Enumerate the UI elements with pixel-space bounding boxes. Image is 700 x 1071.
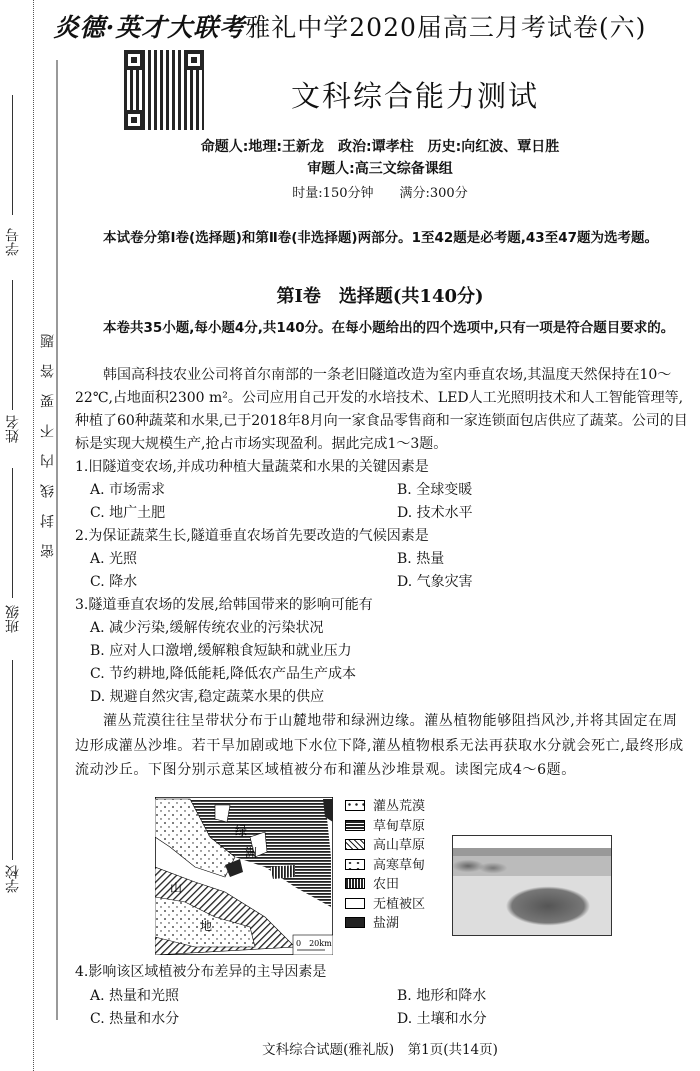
q4-option-c[interactable]: C. 热量和水分	[90, 1011, 180, 1027]
map-region-farmland	[270, 865, 295, 879]
class-label: 班级	[5, 605, 21, 633]
legend-item: 盐湖	[345, 914, 425, 934]
question-3: 3.隧道垂直农场的发展,给韩国带来的影响可能有	[75, 597, 373, 613]
passage-2: 灌丛荒漠往往呈带状分布于山麓地带和绿洲边缘。灌丛植物能够阻挡风沙,并将其固定在周边形成灌丛沙堆。若干旱加剧或地下水位下降,灌丛植物根系无法再获取水分就会死亡,最终形成流动沙丘。下图分别示意某区域植被分布和灌丛沙堆景观。读图完成4～6题。	[75, 713, 684, 778]
q2-option-a[interactable]: A. 光照	[90, 551, 138, 567]
brand-logo-text: 炎德·英才大联考	[53, 13, 246, 42]
q2-option-d[interactable]: D. 气象灾害	[397, 574, 473, 590]
passage-1: 韩国高科技农业公司将首尔南部的一条老旧隧道改造为室内垂直农场,其温度天然保持在10～22℃,占地面积2300 m²。公司应用自己开发的水培技术、LED人工光照明技术和人工智能管理等,种植了60种蔬菜和水果,已于2018年8月向一家食品零售商和一家连锁面包店供应了蔬菜。公司的目标是实现大规模生产,抢占市场实现盈利。据此完成1～3题。	[75, 367, 688, 452]
legend-item: 农田	[345, 875, 425, 895]
name-field[interactable]	[12, 468, 13, 598]
shrub-dune-photo	[452, 835, 612, 936]
name-label: 姓名	[5, 415, 21, 443]
binding-dotted-line	[33, 0, 34, 1071]
student-id-field[interactable]	[12, 280, 13, 410]
map-label-di: 地	[200, 919, 213, 933]
q4-option-b[interactable]: B. 地形和降水	[397, 988, 487, 1004]
question-4: 4.影响该区域植被分布差异的主导因素是	[75, 964, 327, 980]
section-note: 本卷共35小题,每小题4分,共140分。在每小题给出的四个选项中,只有一项是符合题目要求的。	[103, 320, 675, 336]
legend-item: 高寒草甸	[345, 856, 425, 876]
q3-option-b[interactable]: B. 应对人口激增,缓解粮食短缺和就业压力	[90, 643, 352, 659]
intro: 本试卷分第Ⅰ卷(选择题)和第Ⅱ卷(非选择题)两部分。1至42题是必考题,43至47题为选考题。	[103, 230, 658, 246]
legend-item: 高山草原	[345, 836, 425, 856]
question-1: 1.旧隧道变农场,并成功种植大量蔬菜和水果的关键因素是	[75, 459, 429, 475]
map-legend	[345, 797, 425, 934]
question-2: 2.为保证蔬菜生长,隧道垂直农场首先要改造的气候因素是	[75, 528, 429, 544]
map-label-shan: 山	[170, 881, 183, 895]
paper-title: 文科综合能力测试	[290, 79, 539, 113]
legend-item: 无植被区	[345, 895, 425, 915]
map-label-zhou: 洲	[245, 846, 258, 860]
underline	[12, 95, 13, 215]
student-id-label: 学号	[5, 228, 21, 256]
q1-option-a[interactable]: A. 市场需求	[90, 482, 166, 498]
q2-option-c[interactable]: C. 降水	[90, 574, 138, 590]
exam-name: 雅礼中学2020届高三月考试卷(六)	[245, 13, 647, 42]
class-field[interactable]	[12, 660, 13, 860]
q4-option-a[interactable]: A. 热量和光照	[90, 988, 180, 1004]
q3-option-c[interactable]: C. 节约耕地,降低能耗,降低农产品生产成本	[90, 666, 357, 682]
q1-option-b[interactable]: B. 全球变暖	[397, 482, 473, 498]
page-footer: 文科综合试题(雅礼版) 第1页(共14页)	[262, 1042, 498, 1058]
map-scale: 0 20km	[296, 939, 332, 948]
authors: 命题人:地理:王新龙 政治:谭孝柱 历史:向红波、覃日胜	[200, 139, 560, 155]
reviewers: 审题人:高三文综备课组	[307, 161, 453, 177]
legend-item: 草甸草原	[345, 817, 425, 837]
seal-notice: 密封线内不要答题	[40, 318, 56, 558]
q1-option-c[interactable]: C. 地广土肥	[90, 505, 166, 521]
time-limit: 时量:150分钟	[292, 186, 374, 201]
exam-header	[0, 8, 700, 44]
map-label-lv: 绿	[235, 824, 248, 838]
q4-option-d[interactable]: D. 土壤和水分	[397, 1011, 487, 1027]
vegetation-map	[155, 797, 333, 955]
school-label: 学校	[5, 865, 21, 893]
full-score: 满分:300分	[399, 186, 468, 201]
legend-item: 灌丛荒漠	[345, 797, 425, 817]
q3-option-a[interactable]: A. 减少污染,缓解传统农业的污染状况	[90, 620, 324, 636]
q1-option-d[interactable]: D. 技术水平	[397, 505, 473, 521]
time-score	[60, 182, 700, 201]
section-title: 第Ⅰ卷 选择题(共140分)	[276, 286, 484, 307]
q2-option-b[interactable]: B. 热量	[397, 551, 445, 567]
q3-option-d[interactable]: D. 规避自然灾害,稳定蔬菜水果的供应	[90, 689, 325, 705]
